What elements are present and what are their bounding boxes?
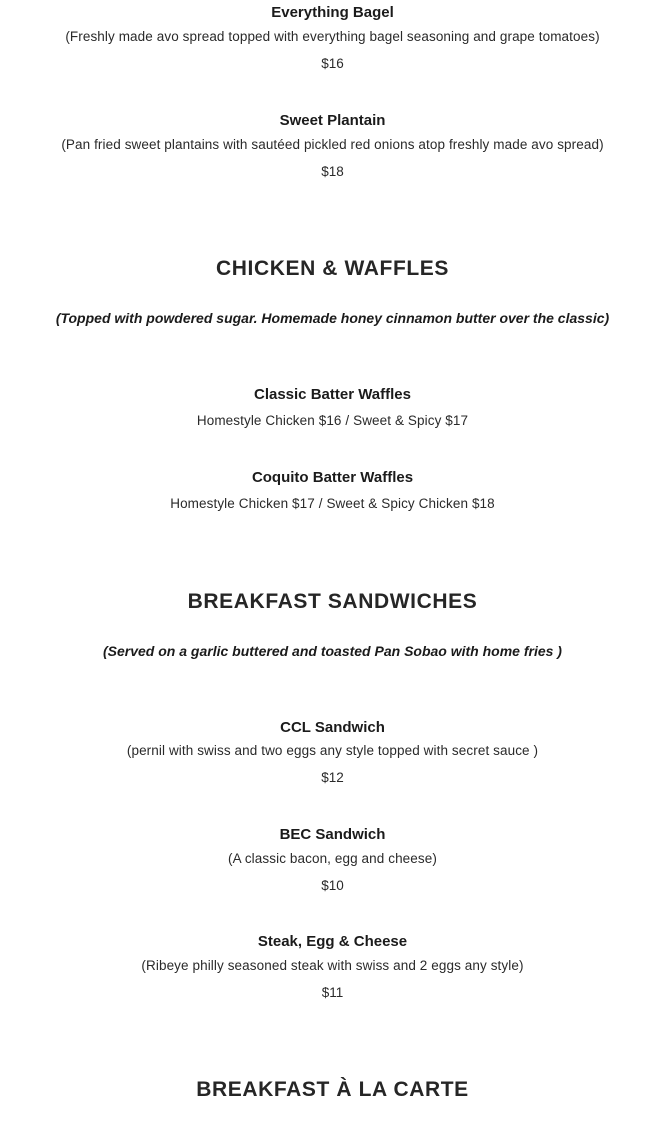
item-name-everything-bagel: Everything Bagel	[271, 4, 394, 21]
item-price-ccl-sandwich: $12	[321, 770, 344, 785]
item-name-sweet-plantain: Sweet Plantain	[279, 112, 386, 129]
item-options-coquito-batter-waffles: Homestyle Chicken $17 / Sweet & Spicy Chicken $18	[170, 496, 495, 511]
section-title-breakfast-a-la-carte: BREAKFAST À LA CARTE	[196, 1078, 469, 1101]
item-name-coquito-batter-waffles: Coquito Batter Waffles	[251, 469, 414, 486]
item-name-classic-batter-waffles: Classic Batter Waffles	[253, 386, 411, 403]
item-name-bec-sandwich: BEC Sandwich	[279, 826, 386, 843]
item-price-sweet-plantain: $18	[321, 164, 344, 179]
section-note-chicken-waffles: (Topped with powdered sugar. Homemade honey cinnamon butter over the classic)	[55, 310, 610, 326]
item-description-everything-bagel: (Freshly made avo spread topped with everything bagel seasoning and grape tomatoes)	[65, 29, 600, 44]
item-price-bec-sandwich: $10	[321, 878, 344, 893]
section-title-chicken-waffles: CHICKEN & WAFFLES	[215, 257, 450, 280]
item-price-everything-bagel: $16	[321, 56, 344, 71]
section-note-breakfast-sandwiches: (Served on a garlic buttered and toasted Pan Sobao with home fries )	[103, 643, 562, 659]
item-name-steak-egg-cheese: Steak, Egg & Cheese	[257, 933, 408, 950]
item-description-steak-egg-cheese: (Ribeye philly seasoned steak with swiss and 2 eggs any style)	[141, 958, 524, 973]
item-options-classic-batter-waffles: Homestyle Chicken $16 / Sweet & Spicy $17	[196, 413, 469, 428]
item-description-ccl-sandwich: (pernil with swiss and two eggs any style topped with secret sauce )	[126, 743, 539, 758]
item-description-bec-sandwich: (A classic bacon, egg and cheese)	[228, 851, 437, 866]
section-title-breakfast-sandwiches: BREAKFAST SANDWICHES	[187, 590, 478, 613]
item-description-sweet-plantain: (Pan fried sweet plantains with sautéed pickled red onions atop freshly made avo spread)	[61, 137, 604, 152]
item-price-steak-egg-cheese: $11	[321, 985, 344, 1000]
item-name-ccl-sandwich: CCL Sandwich	[280, 719, 385, 736]
